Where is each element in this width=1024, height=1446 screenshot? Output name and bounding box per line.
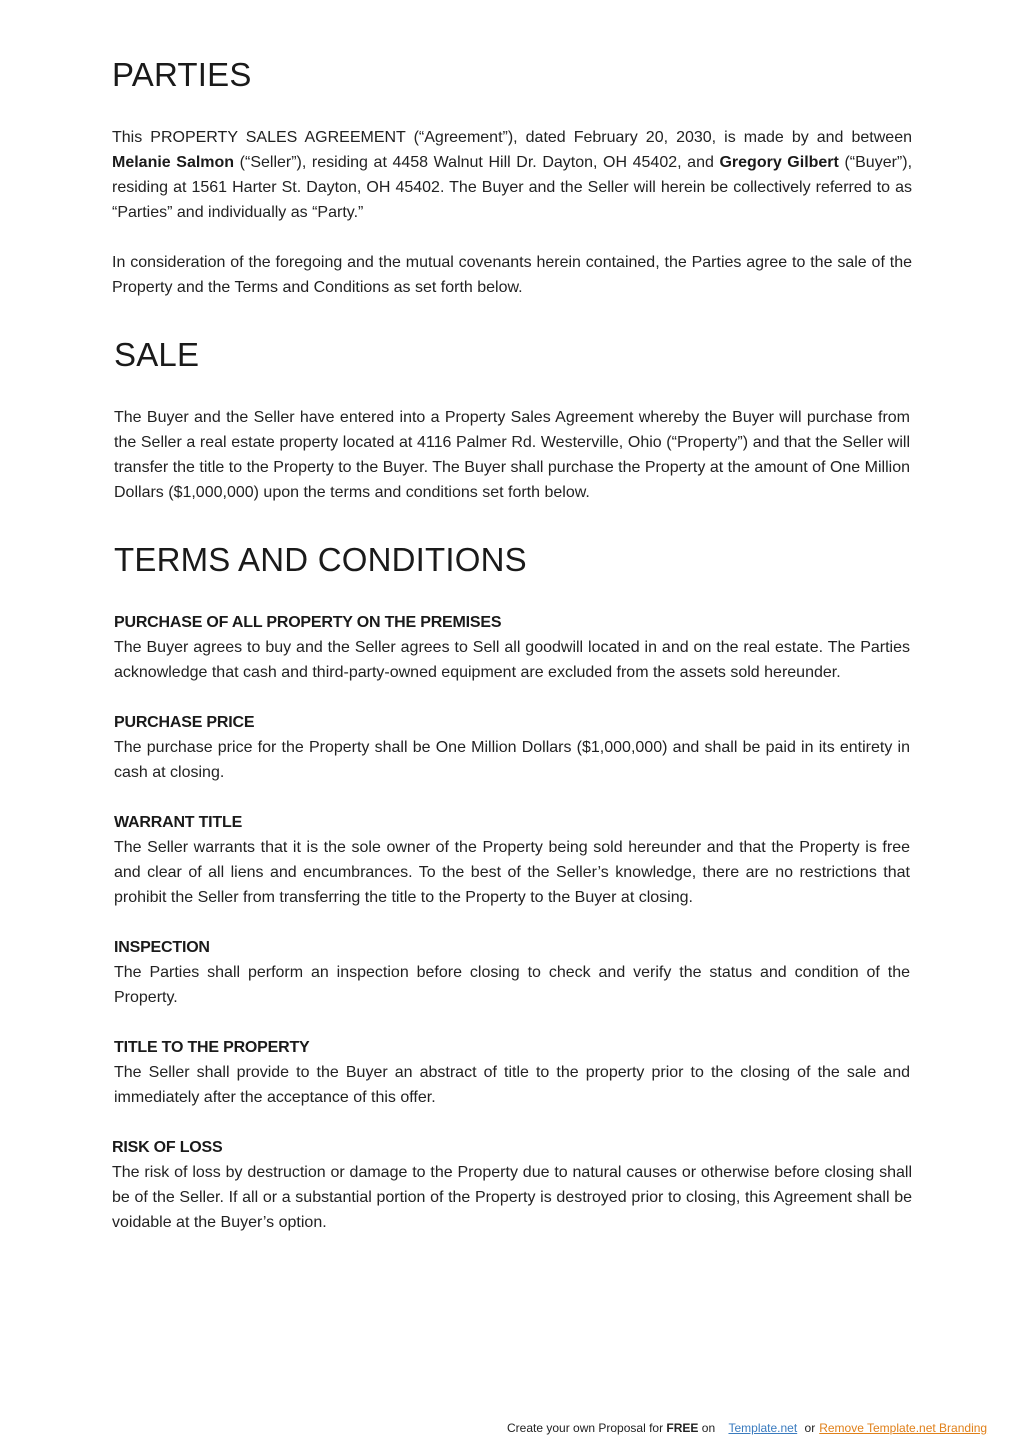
clause-text: The Buyer agrees to buy and the Seller agrees to Sell all goodwill located in and on the real estate. The Parties acknowledge that cash and third-party-owned equipment are excluded from the assets sold hereunder. [114,639,910,681]
consideration-paragraph: In consideration of the foregoing and the mutual covenants herein contained, the Parties agree to the sale of the Property and the Terms and Conditions as set forth below. [112,254,912,296]
clause-risk-of-loss [112,1135,912,1235]
parties-heading: PARTIES [112,56,252,93]
clause-text: The Seller shall provide to the Buyer an abstract of title to the property prior to the closing of the sale and immediately after the acceptance of this offer. [114,1064,910,1106]
branding-footer [507,1420,987,1436]
clause-purchase-price [114,710,910,785]
clause-title: TITLE TO THE PROPERTY [114,1039,310,1056]
buyer-name: Gregory Gilbert [719,154,839,171]
parties-intro-text: This PROPERTY SALES AGREEMENT (“Agreement”), dated February 20, 2030, is made by and between [112,129,912,146]
clause-text: The purchase price for the Property shall be One Million Dollars ($1,000,000) and shall be paid in its entirety in cash at closing. [114,739,910,781]
sale-heading: SALE [114,336,200,373]
clause-title: PURCHASE OF ALL PROPERTY ON THE PREMISES [114,614,502,631]
footer-prefix: Create your own Proposal for [507,1421,667,1435]
sale-paragraph: The Buyer and the Seller have entered into a Property Sales Agreement whereby the Buyer will purchase from the Seller a real estate property located at 4116 Palmer Rd. Westerville, Ohio (“Property”) and that the Seller will transfer the title to the Property to the Buyer. The Buyer shall purchase the Property at the amount of One Million Dollars ($1,000,000) upon the terms and conditions set forth below. [114,409,910,501]
footer-on: on [698,1421,716,1435]
clause-text: The risk of loss by destruction or damage to the Property due to natural causes or otherwise before closing shall be of the Seller. If all or a substantial portion of the Property is destroyed prior to closing, this Agreement shall be voidable at the Buyer’s option. [112,1164,912,1231]
clause-inspection [114,935,910,1010]
footer-free: FREE [666,1421,699,1435]
clause-title: RISK OF LOSS [112,1139,223,1156]
remove-branding-link[interactable]: Remove Template.net Branding [819,1421,988,1435]
footer-or: or [804,1421,816,1435]
seller-name: Melanie Salmon [112,154,235,171]
clause-purchase-of-all-property [114,610,910,685]
clause-text: The Seller warrants that it is the sole owner of the Property being sold hereunder and that the Property is free and clear of all liens and encumbrances. To the best of the Seller’s knowledge, there are no restrictions that prohibit the Seller from transferring the title to the Property to the Buyer at closing. [114,839,910,906]
clause-title-to-property [114,1035,910,1110]
parties-buyer-text: (“Buyer”), residing at 1561 Harter St. Dayton, OH 45402. The Buyer and the Seller will herein be collectively referred to as “Parties” and individually as “Party.” [112,154,913,221]
clause-title: INSPECTION [114,939,210,956]
clause-text: The Parties shall perform an inspection before closing to check and verify the status and condition of the Property. [114,964,910,1006]
clause-warrant-title [114,810,910,910]
parties-seller-text: (“Seller”), residing at 4458 Walnut Hill Dr. Dayton, OH 45402, and [234,154,720,171]
clause-title: PURCHASE PRICE [114,714,255,731]
terms-heading: TERMS AND CONDITIONS [114,541,527,578]
template-net-link[interactable]: Template.net [728,1421,798,1435]
clause-title: WARRANT TITLE [114,814,243,831]
parties-paragraph [112,125,912,225]
